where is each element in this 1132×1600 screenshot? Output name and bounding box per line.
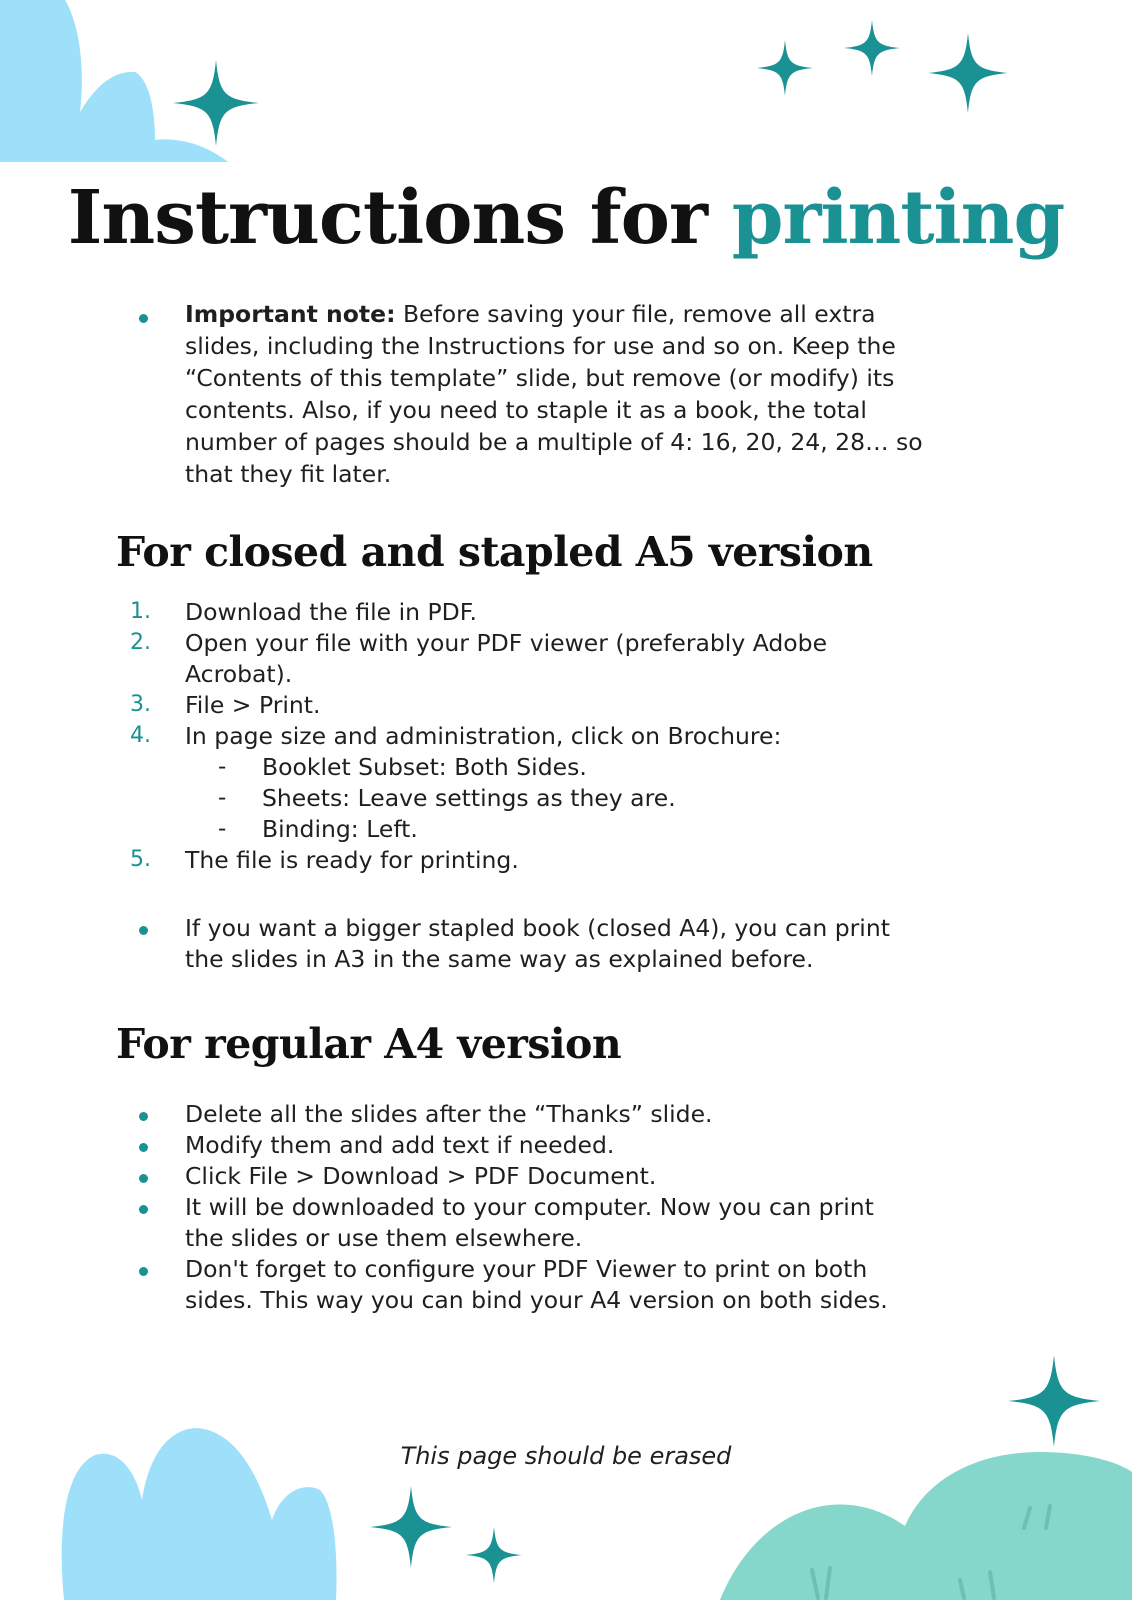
- sparkle-icon: [370, 1486, 452, 1568]
- sparkle-icon: [757, 40, 813, 96]
- a5-extra-text: If you want a bigger stapled book (closed A4), you can print: [185, 914, 890, 942]
- title-accent: printing: [731, 175, 1065, 261]
- step-text: File > Print.: [185, 691, 321, 719]
- step-number: 5.: [130, 847, 151, 872]
- dash-marker: -: [218, 754, 227, 780]
- a4-item-text: the slides or use them elsewhere.: [185, 1224, 583, 1252]
- sparkle-icon: [844, 20, 900, 76]
- bullet-icon: [139, 1112, 148, 1121]
- a4-item-text: Delete all the slides after the “Thanks” slide.: [185, 1100, 713, 1128]
- page-title: [0, 174, 1132, 263]
- title-main: Instructions for: [67, 175, 707, 261]
- important-note-line: contents. Also, if you need to staple it as a book, the total: [185, 396, 867, 424]
- step-text: Download the file in PDF.: [185, 598, 477, 626]
- sparkle-icon: [1008, 1355, 1100, 1447]
- important-note-line: that they fit later.: [185, 460, 392, 488]
- bullet-icon: [139, 1205, 148, 1214]
- bullet-icon: [139, 1174, 148, 1183]
- a4-item-text: Click File > Download > PDF Document.: [185, 1162, 657, 1190]
- a5-section-heading: For closed and stapled A5 version: [116, 528, 873, 576]
- step-number: 3.: [130, 692, 151, 717]
- dash-marker: -: [218, 785, 227, 811]
- sub-item-text: Sheets: Leave settings as they are.: [262, 784, 676, 812]
- bush-top-left: [0, 0, 228, 162]
- step-number: 4.: [130, 723, 151, 748]
- sparkle-icon: [173, 60, 259, 146]
- a5-extra-text: the slides in A3 in the same way as explained before.: [185, 945, 814, 973]
- bullet-icon: [139, 314, 148, 323]
- step-number: 1.: [130, 599, 151, 624]
- important-note: [185, 298, 1005, 490]
- step-text: Acrobat).: [185, 660, 293, 688]
- a4-item-text: It will be downloaded to your computer. Now you can print: [185, 1193, 874, 1221]
- footer-note: This page should be erased: [400, 1442, 732, 1470]
- step-text: Open your file with your PDF viewer (preferably Adobe: [185, 629, 828, 657]
- sub-item-text: Booklet Subset: Both Sides.: [262, 753, 587, 781]
- bullet-icon: [139, 1143, 148, 1152]
- important-note-line: “Contents of this template” slide, but remove (or modify) its: [185, 364, 895, 392]
- a4-section-heading: For regular A4 version: [116, 1020, 622, 1068]
- a4-item-text: sides. This way you can bind your A4 version on both sides.: [185, 1286, 888, 1314]
- a4-item-text: Modify them and add text if needed.: [185, 1131, 615, 1159]
- bush-bottom-right: [720, 1452, 1132, 1600]
- bullet-icon: [139, 1267, 148, 1276]
- important-note-line: slides, including the Instructions for use and so on. Keep the: [185, 332, 896, 360]
- a4-item-text: Don't forget to configure your PDF Viewer to print on both: [185, 1255, 868, 1283]
- important-note-line: number of pages should be a multiple of 4: 16, 20, 24, 28… so: [185, 428, 923, 456]
- step-text: In page size and administration, click on Brochure:: [185, 722, 782, 750]
- sub-item-text: Binding: Left.: [262, 815, 418, 843]
- sparkle-icon: [928, 33, 1008, 113]
- important-note-line: Before saving your file, remove all extra: [395, 300, 876, 328]
- dash-marker: -: [218, 816, 227, 842]
- sparkle-icon: [466, 1527, 522, 1583]
- important-note-label: Important note:: [185, 300, 396, 328]
- step-number: 2.: [130, 630, 151, 655]
- step-text: The file is ready for printing.: [185, 846, 519, 874]
- bullet-icon: [139, 926, 148, 935]
